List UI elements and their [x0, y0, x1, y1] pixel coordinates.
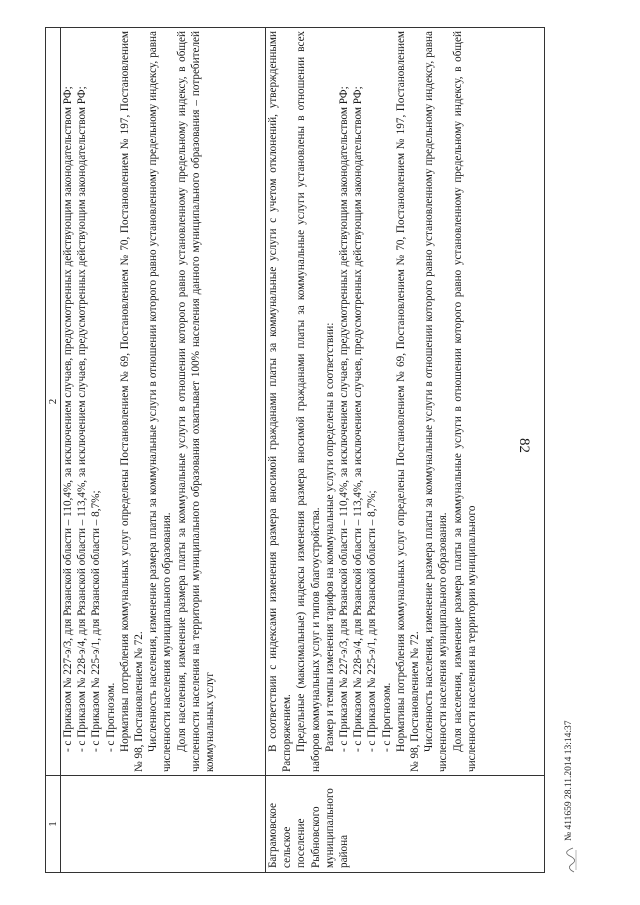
paragraph: Предельные (максимальные) индексы изменения размера вносимой гражданами платы за коммунальные услуги установлены в отношении всех наборов коммунальных услуг и типов благоустройства.: [295, 31, 322, 772]
description-cell: [61, 28, 266, 776]
paragraph: Численность населения, изменение размера платы за коммунальные услуги в отношении которого равно установленному предельному индексу, равна численности населения муниципального образования.: [423, 31, 450, 772]
table-row: [61, 28, 266, 873]
municipality-cell: [61, 776, 266, 873]
paragraph: - с Приказом № 227-э/3, для Рязанской области – 110,4%, за исключением случаев, предусмотренных действующим законодательством РФ;: [62, 86, 74, 752]
tariff-table: [45, 27, 545, 873]
column-header-2: 2: [46, 28, 61, 776]
paragraph: - с Приказом № 225-э/1, для Рязанской области – 8,7%;: [366, 490, 379, 752]
municipality-cell: Баграмовское сельское поселение Рыбновского муниципального района: [265, 776, 544, 873]
paragraph: Доля населения, изменение размера платы за коммунальные услуги в отношении которого равно установленному предельному индексу, в общей численности населения на территории муниципального: [451, 31, 478, 772]
description-cell: [265, 28, 544, 776]
page-number: 82: [516, 438, 532, 453]
paragraph: - с Приказом № 225-э/1, для Рязанской области – 8,7%;: [90, 490, 103, 752]
table-row: [265, 28, 544, 873]
paragraph: - с Приказом № 227-э/3, для Рязанской области – 110,4%, за исключением случаев, предусмотренных действующим законодательством РФ;: [337, 86, 350, 752]
paragraph: Численность населения, изменение размера платы за коммунальные услуги в отношении которого равно установленному предельному индексу, равна численности населения муниципального образования.: [147, 31, 174, 772]
paragraph: Доля населения, изменение размера платы за коммунальные услуги в отношении которого равно установленному предельному индексу, в общей численности населения на территории муниципального образования охватывает 100% населения данного муниципального образования – потребителей коммунальных услуг: [175, 31, 217, 772]
rotated-page-content: [1, 28, 574, 873]
paragraph: - с Прогнозом.: [104, 682, 117, 752]
paragraph: В соответствии с индексами изменения размера вносимой гражданами платы за коммунальные услуги с учетом отклонений, утвержденными Распоряжением.: [266, 31, 294, 772]
paragraph: Нормативы потребления коммунальных услуг определены Постановлением № 69, Постановлением № 70, Постановлением № 197, Постановлением № 98, Постановлением № 72.: [394, 31, 421, 772]
paragraph: - с Приказом № 228-э/4, для Рязанской области – 113,4%, за исключением случаев, предусмотренных действующим законодательством РФ;: [352, 86, 365, 752]
document-registration-stamp: № 411659 28.11.2014 13:14:37: [564, 720, 574, 841]
column-header-1: 1: [46, 776, 61, 873]
paragraph: Размер и темпы изменения тарифов на коммунальные услуги определены в соответствии:: [323, 322, 336, 752]
paragraph: Нормативы потребления коммунальных услуг определены Постановлением № 69, Постановлением № 70, Постановлением № 197, Постановлением № 98, Постановлением № 72.: [118, 31, 146, 772]
stamp-mark-icon: [564, 847, 578, 873]
paragraph: - с Приказом № 228-э/4, для Рязанской области – 113,4%, за исключением случаев, предусмотренных действующим законодательством РФ;: [76, 86, 89, 752]
paragraph: - с Прогнозом.: [380, 682, 393, 752]
table-header-row: [46, 28, 61, 873]
